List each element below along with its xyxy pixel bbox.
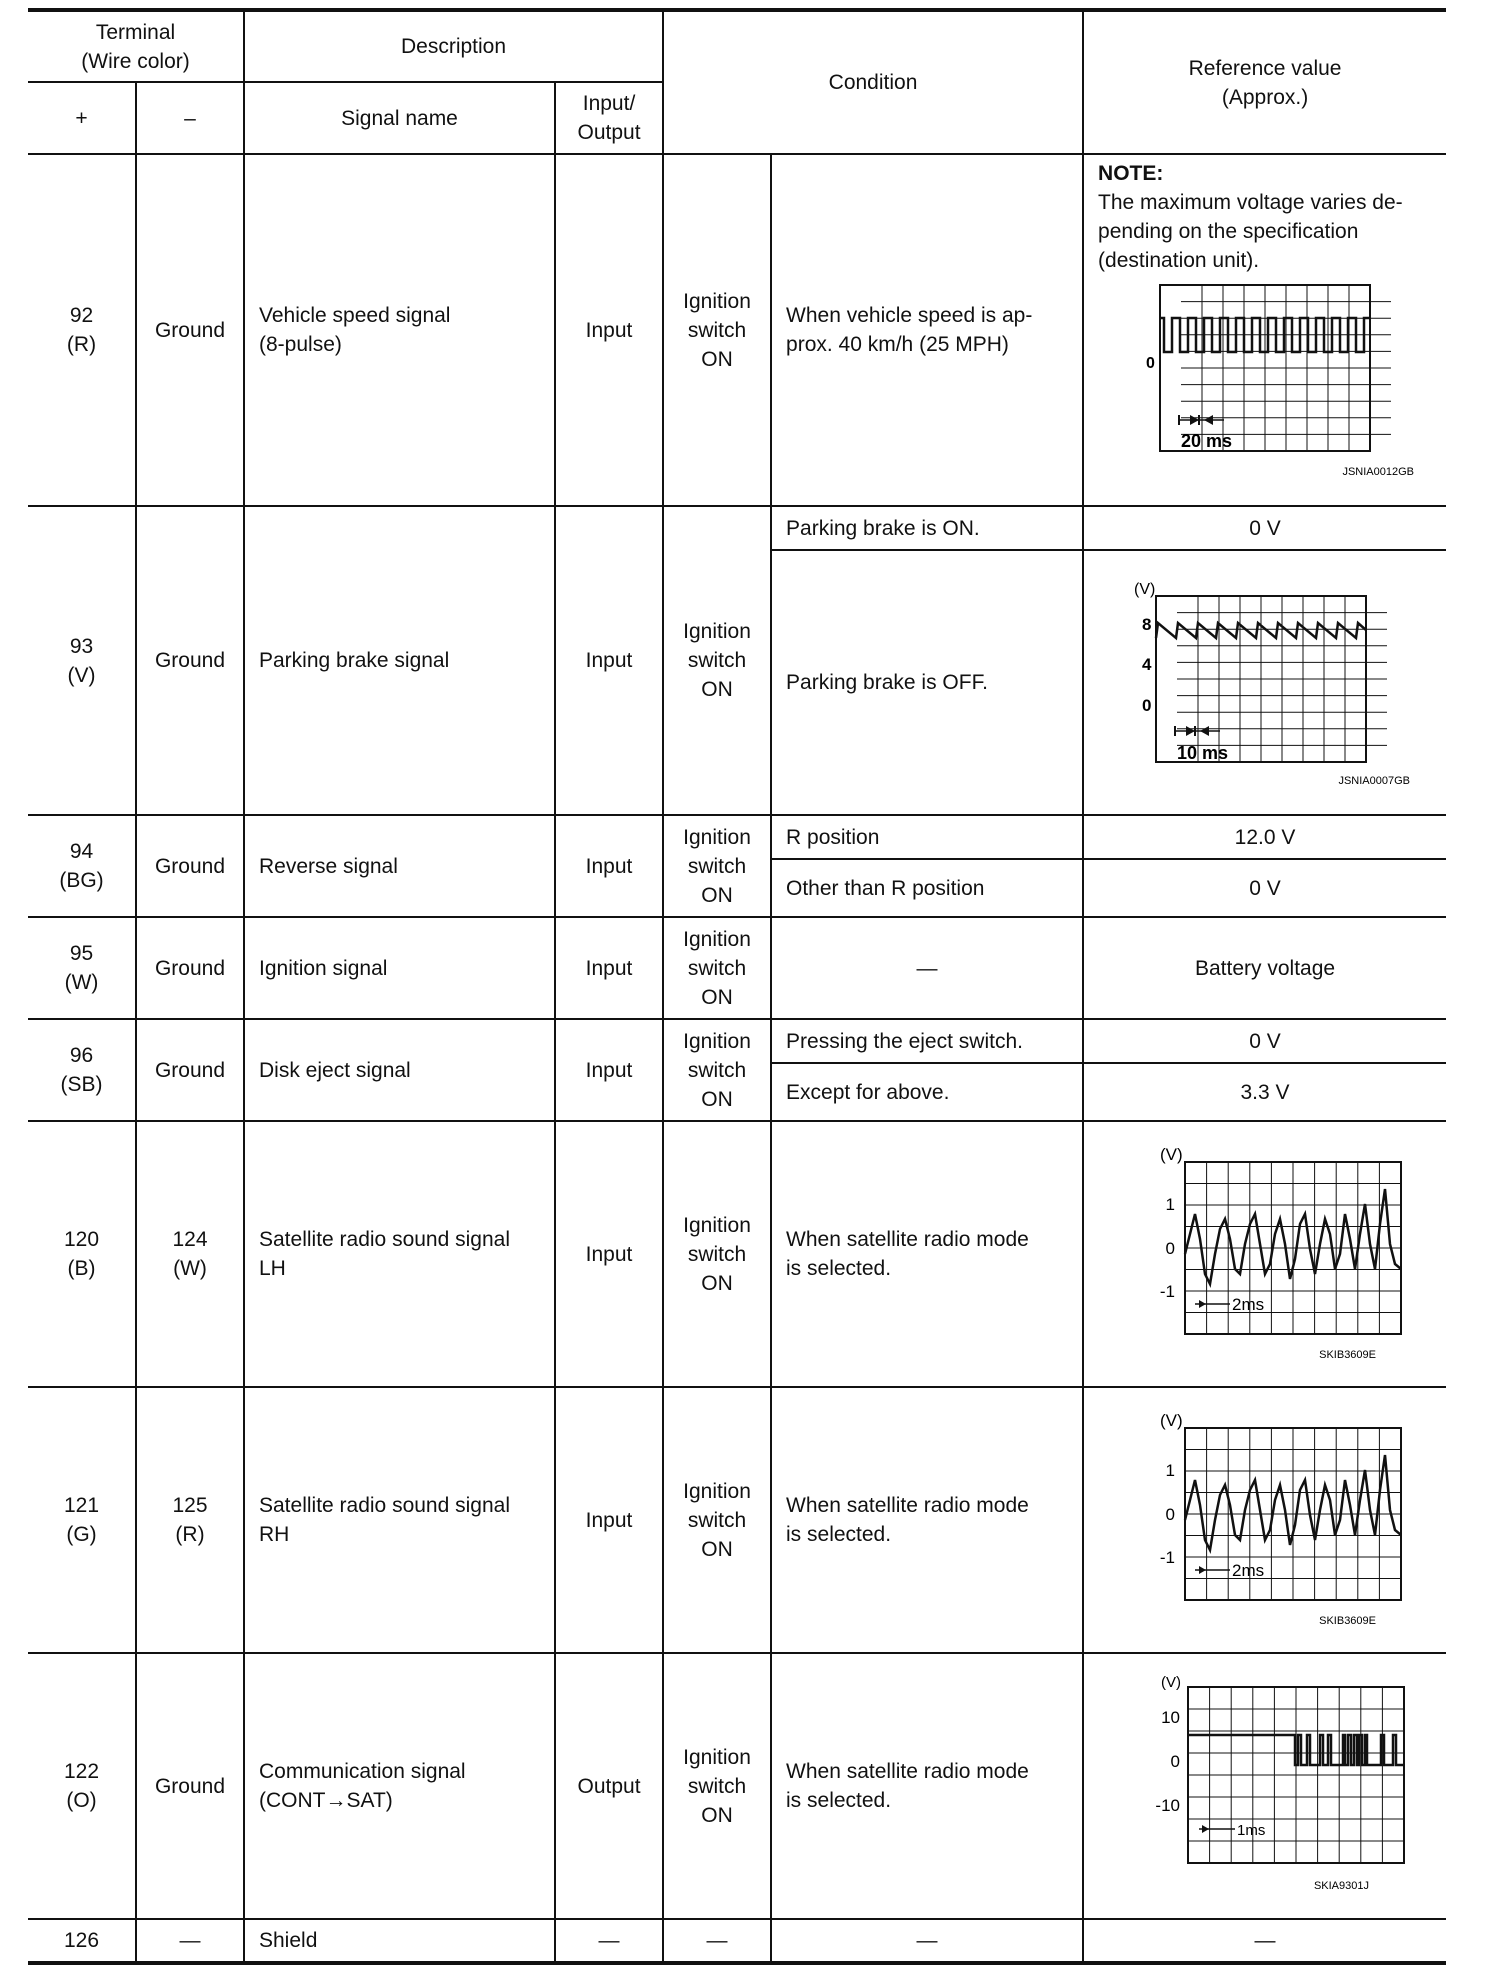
ignition-switch: Ignition switch ON: [663, 1653, 771, 1919]
ignition-switch: Ignition switch ON: [663, 506, 771, 815]
header-plus: +: [28, 82, 136, 154]
wave-unit-label: (V): [1160, 1411, 1183, 1430]
signal-name: Ignition signal: [244, 917, 555, 1019]
wave-unit-label: (V): [1161, 1675, 1182, 1691]
ignition-switch: Ignition switch ON: [663, 1019, 771, 1121]
terminal-plus: 95 (W): [28, 917, 136, 1019]
header-signal-name: Signal name: [244, 82, 555, 154]
wave-y-label: 0: [1165, 1239, 1176, 1258]
wave-unit-label: (V): [1134, 580, 1156, 598]
input-output: Input: [555, 917, 663, 1019]
note-title: NOTE:: [1098, 162, 1164, 185]
reference-value: [1083, 1387, 1446, 1653]
table-row: [28, 506, 1446, 550]
reference-value: 0 V: [1083, 859, 1446, 917]
terminal-minus: Ground: [136, 1019, 244, 1121]
waveform-vehicle-speed: [1124, 275, 1414, 481]
wave-y-label: 4: [1142, 654, 1152, 674]
wave-y-label: -10: [1155, 1796, 1181, 1815]
input-output: Input: [555, 1387, 663, 1653]
ignition-switch: —: [663, 1919, 771, 1963]
signal-name: Communication signal (CONT→SAT): [244, 1653, 555, 1919]
reference-value: Battery voltage: [1083, 917, 1446, 1019]
signal-name: Disk eject signal: [244, 1019, 555, 1121]
reference-value: 0 V: [1083, 506, 1446, 550]
condition: Except for above.: [771, 1063, 1083, 1121]
header-minus: –: [136, 82, 244, 154]
header-row-1: [28, 10, 1446, 82]
wave-y-label: 1: [1165, 1195, 1176, 1214]
wave-figure-code: JSNIA0007GB: [1338, 774, 1411, 787]
signal-name: Satellite radio sound signal RH: [244, 1387, 555, 1653]
wave-y-label: 8: [1142, 614, 1152, 634]
condition: Parking brake is OFF.: [771, 550, 1083, 815]
ignition-switch: Ignition switch ON: [663, 1121, 771, 1387]
terminal-plus: 92 (R): [28, 154, 136, 506]
wave-y-label: -1: [1159, 1282, 1176, 1301]
condition: R position: [771, 815, 1083, 859]
terminal-plus: 93 (V): [28, 506, 136, 815]
terminal-minus: Ground: [136, 1653, 244, 1919]
condition: When satellite radio mode is selected.: [771, 1387, 1083, 1653]
header-condition: Condition: [663, 10, 1083, 154]
wave-y-label: 10: [1161, 1708, 1181, 1727]
signal-name: Shield: [244, 1919, 555, 1963]
table-row: [28, 1653, 1446, 1919]
condition: Pressing the eject switch.: [771, 1019, 1083, 1063]
wave-y-label: 0: [1165, 1505, 1176, 1524]
input-output: Input: [555, 1121, 663, 1387]
wave-time-label: 1ms: [1237, 1822, 1266, 1839]
condition: Parking brake is ON.: [771, 506, 1083, 550]
terminal-plus: 126: [28, 1919, 136, 1963]
input-output: Input: [555, 154, 663, 506]
input-output: Input: [555, 1019, 663, 1121]
condition: When satellite radio mode is selected.: [771, 1653, 1083, 1919]
waveform-satellite-lh: [1120, 1144, 1410, 1364]
note-text: The maximum voltage varies de- pending on the specification (destination unit).: [1098, 191, 1403, 272]
terminal-plus: 121 (G): [28, 1387, 136, 1653]
terminal-minus: 124 (W): [136, 1121, 244, 1387]
wave-figure-code: SKIA9301J: [1313, 1880, 1370, 1892]
condition: Other than R position: [771, 859, 1083, 917]
input-output: Input: [555, 506, 663, 815]
reference-value: 3.3 V: [1083, 1063, 1446, 1121]
terminal-minus: —: [136, 1919, 244, 1963]
reference-value: [1083, 1121, 1446, 1387]
reference-value: 0 V: [1083, 1019, 1446, 1063]
waveform-parking-brake: [1120, 578, 1410, 788]
table-row: [28, 154, 1446, 506]
terminal-minus: Ground: [136, 154, 244, 506]
ignition-switch: Ignition switch ON: [663, 917, 771, 1019]
input-output: —: [555, 1919, 663, 1963]
wave-y-label: -1: [1159, 1548, 1176, 1567]
reference-value: [1083, 1653, 1446, 1919]
signal-name: Satellite radio sound signal LH: [244, 1121, 555, 1387]
terminal-minus: Ground: [136, 506, 244, 815]
header-reference-value: Reference value (Approx.): [1083, 10, 1446, 154]
waveform-satellite-rh: [1120, 1410, 1410, 1630]
terminal-minus: 125 (R): [136, 1387, 244, 1653]
wave-unit-label: (V): [1160, 1145, 1183, 1164]
wave-time-label: 10 ms: [1177, 742, 1229, 763]
terminal-spec-table: [28, 8, 1446, 1965]
terminal-minus: Ground: [136, 917, 244, 1019]
condition: —: [771, 1919, 1083, 1963]
table-row: [28, 815, 1446, 859]
waveform-communication: [1115, 1675, 1415, 1897]
condition: —: [771, 917, 1083, 1019]
signal-name: Vehicle speed signal (8-pulse): [244, 154, 555, 506]
signal-name: Parking brake signal: [244, 506, 555, 815]
wave-time-label: 2ms: [1232, 1295, 1265, 1314]
terminal-minus: Ground: [136, 815, 244, 917]
terminal-plus: 122 (O): [28, 1653, 136, 1919]
reference-value: [1083, 154, 1446, 506]
reference-value: 12.0 V: [1083, 815, 1446, 859]
table-row: [28, 1919, 1446, 1963]
table-row: [28, 1019, 1446, 1063]
signal-name: Reverse signal: [244, 815, 555, 917]
input-output: Input: [555, 815, 663, 917]
wave-figure-code: JSNIA0012GB: [1342, 466, 1415, 478]
condition: When vehicle speed is ap- prox. 40 km/h (25 MPH): [771, 154, 1083, 506]
header-input-output: Input/ Output: [555, 82, 663, 154]
wave-y-label: 0: [1146, 355, 1155, 372]
ignition-switch: Ignition switch ON: [663, 815, 771, 917]
table-row: [28, 1121, 1446, 1387]
wave-y-label: 1: [1165, 1461, 1176, 1480]
reference-value: [1083, 550, 1446, 815]
wave-y-label: 0: [1170, 1752, 1181, 1771]
wave-time-label: 20 ms: [1181, 431, 1233, 451]
condition: When satellite radio mode is selected.: [771, 1121, 1083, 1387]
table-row: [28, 1387, 1446, 1653]
header-terminal: Terminal (Wire color): [28, 10, 244, 82]
wave-y-label: 0: [1142, 695, 1152, 715]
wave-figure-code: SKIB3609E: [1319, 1615, 1377, 1627]
input-output: Output: [555, 1653, 663, 1919]
wave-figure-code: SKIB3609E: [1319, 1349, 1377, 1361]
header-description: Description: [244, 10, 663, 82]
terminal-plus: 120 (B): [28, 1121, 136, 1387]
wave-time-label: 2ms: [1232, 1561, 1265, 1580]
reference-value: —: [1083, 1919, 1446, 1963]
ignition-switch: Ignition switch ON: [663, 154, 771, 506]
terminal-plus: 96 (SB): [28, 1019, 136, 1121]
ignition-switch: Ignition switch ON: [663, 1387, 771, 1653]
table-row: [28, 917, 1446, 1019]
terminal-plus: 94 (BG): [28, 815, 136, 917]
